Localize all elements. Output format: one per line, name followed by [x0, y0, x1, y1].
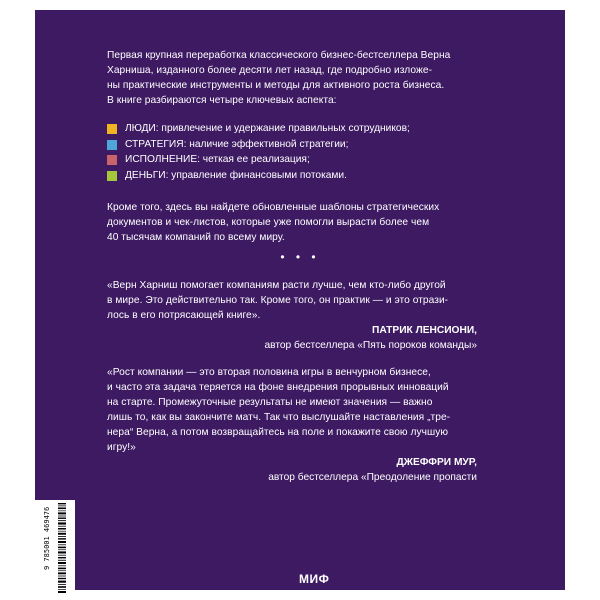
aspect-item-people	[107, 121, 477, 137]
extra-line: 40 тысячам компаний по всему миру.	[107, 232, 285, 243]
aspects-list	[107, 121, 477, 183]
quote-line: на старте. Промежуточные результаты не имеют значения — важно	[107, 397, 433, 408]
quote-moore-author	[107, 455, 477, 485]
author-name: ПАТРИК ЛЕНСИОНИ,	[372, 325, 477, 336]
author-name: ДЖЕФФРИ МУР,	[396, 457, 477, 468]
book-back-cover	[35, 10, 565, 590]
author-info: автор бестселлера «Преодоление пропасти	[268, 472, 477, 483]
intro-line: ны практические инструменты и методы для активного роста бизнеса.	[107, 80, 445, 91]
quote-line: нера“ Верна, а потом возвращайтесь на поле и покажите свою лучшую	[107, 427, 449, 438]
aspect-item-execution	[107, 152, 477, 168]
aspect-item-money	[107, 168, 477, 184]
quote-line: игру!»	[107, 442, 136, 453]
aspect-text: : четкая ее реализация;	[197, 154, 310, 165]
aspect-title: ЛЮДИ	[125, 123, 156, 134]
isbn-number: 9 785001 469476	[43, 506, 51, 570]
quote-line: лось в его потрясающей книге».	[107, 310, 261, 321]
extra-paragraph	[107, 200, 477, 245]
author-info: автор бестселлера «Пять пороков команды»	[264, 340, 477, 351]
aspect-title: ДЕНЬГИ	[125, 169, 166, 181]
intro-paragraph	[107, 48, 477, 108]
isbn-barcode	[35, 500, 75, 598]
separator-dots: • • •	[280, 250, 320, 264]
quote-line: «Верн Харниш помогает компаниям расти лучше, чем кто-либо другой	[107, 280, 446, 291]
aspect-title: ИСПОЛНЕНИЕ	[125, 154, 198, 165]
green-square-icon	[107, 171, 117, 181]
quote-lencioni-author	[107, 323, 477, 353]
yellow-square-icon	[107, 124, 117, 134]
quote-line: в мире. Это действительно так. Кроме того, он практик — и это отрази-	[107, 295, 449, 306]
intro-line: В книге разбираются четыре ключевых аспекта:	[107, 95, 337, 106]
intro-line: Первая крупная переработка классического бизнес-бестселлера Верна	[107, 50, 451, 61]
aspect-text: : управление финансовыми потоками.	[165, 169, 347, 181]
publisher-logo: МИФ	[299, 572, 330, 586]
quote-line: «Рост компании — это вторая половина игры в венчурном бизнесе,	[107, 367, 431, 378]
quote-moore	[107, 365, 477, 455]
red-square-icon	[107, 155, 117, 165]
aspect-text: : наличие эффективной стратегии;	[183, 138, 349, 150]
intro-line: Харниша, изданного более десяти лет назад, где подробно изложе-	[107, 65, 433, 76]
aspect-item-strategy	[107, 137, 477, 153]
quote-line: лишь то, как вы закончите матч. Так что выслушайте наставления „тре-	[107, 412, 451, 423]
aspect-title: СТРАТЕГИЯ	[125, 138, 184, 150]
quote-lencioni	[107, 278, 477, 323]
blue-square-icon	[107, 140, 117, 150]
quote-line: и часто эта задача теряется на фоне внедрения прорывных инноваций	[107, 382, 449, 393]
extra-line: документов и чек-листов, которые уже помогли вырасти более чем	[107, 217, 430, 228]
extra-line: Кроме того, здесь вы найдете обновленные шаблоны стратегических	[107, 202, 440, 213]
aspect-text: : привлечение и удержание правильных сотрудников;	[155, 123, 410, 134]
